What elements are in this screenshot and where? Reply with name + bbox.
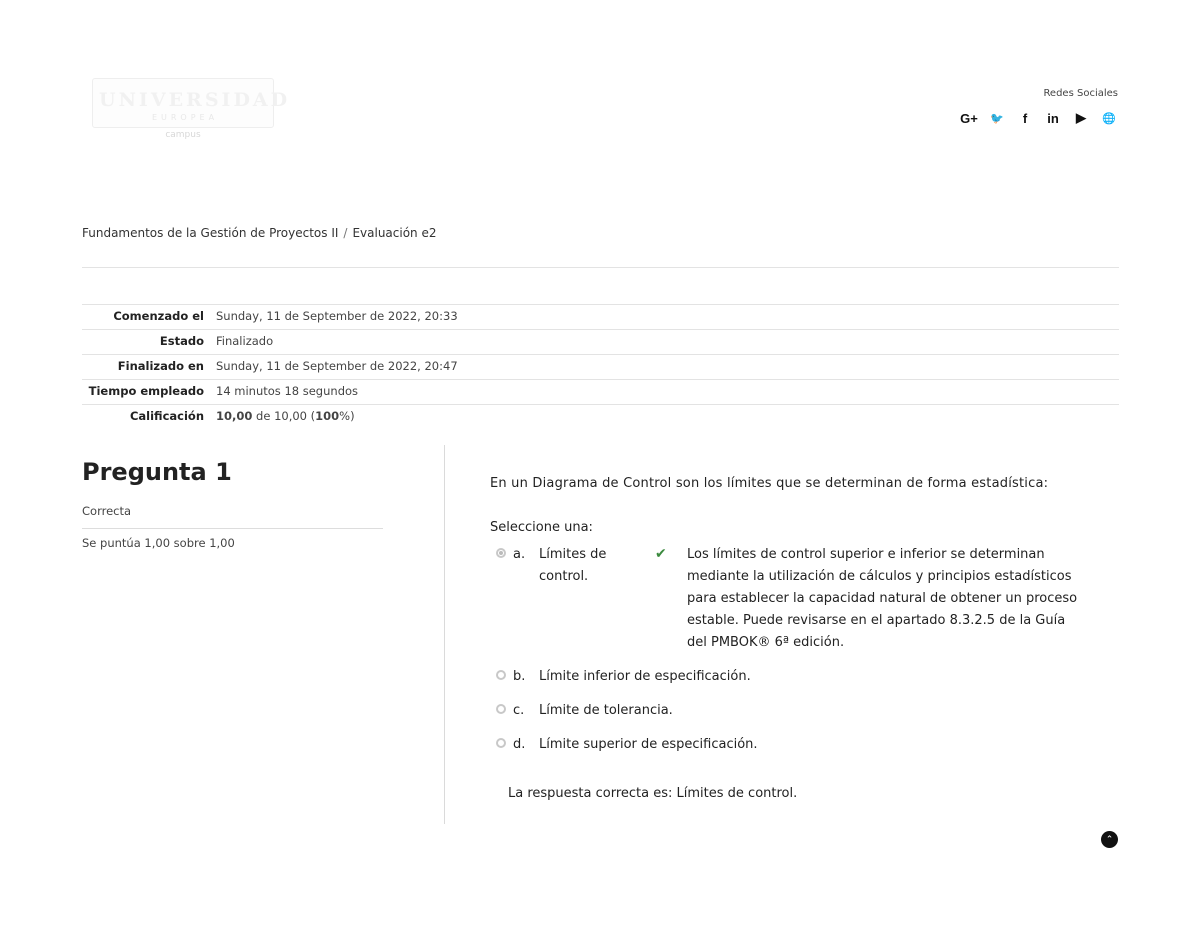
breadcrumb xyxy=(82,226,437,240)
time-value: 14 minutos 18 segundos xyxy=(216,384,359,398)
time-label: Tiempo empleado xyxy=(88,384,204,398)
grade-value xyxy=(210,405,1119,430)
answer-letter: c. xyxy=(513,703,525,718)
question-info xyxy=(82,458,383,550)
started-value: Sunday, 11 de September de 2022, 20:33 xyxy=(216,309,458,323)
answer-option-b[interactable] xyxy=(496,666,1096,688)
answer-feedback: Los límites de control superior e inferior se determinan mediante la utilización de cálculos y principios estadísticos para establecer la capacidad natural de obtener un proceso estable. Puede revisarse en el apartado 8.3.2.5 de la Guía del PMBOK® 6ª edición. xyxy=(687,547,1078,650)
summary-row-time xyxy=(82,380,1119,405)
grade-percent: 100 xyxy=(315,409,340,423)
logo-tagline: campus xyxy=(165,130,201,140)
question-grade: Se puntúa 1,00 sobre 1,00 xyxy=(82,536,235,550)
answer-option-a[interactable] xyxy=(496,544,1096,654)
linkedin-icon[interactable]: in xyxy=(1047,110,1059,126)
grade-text: de 10,00 ( xyxy=(256,409,316,423)
answer-label: Límite superior de especificación. xyxy=(539,737,758,752)
breadcrumb-separator: / xyxy=(343,226,348,240)
social-title: Redes Sociales xyxy=(1043,88,1118,99)
breadcrumb-page-link[interactable]: Evaluación e2 xyxy=(352,226,437,240)
content-divider xyxy=(444,445,445,824)
youtube-icon[interactable]: ▶ xyxy=(1076,110,1086,125)
logo-frame xyxy=(92,78,291,128)
question-text: En un Diagrama de Control son los límites que se determinan de forma estadística: xyxy=(490,476,1049,491)
social-icons xyxy=(960,109,1118,127)
answer-label: Límite inferior de especificación. xyxy=(539,669,751,684)
scroll-top-icon[interactable]: ⌃ xyxy=(1101,831,1118,848)
finished-label: Finalizado en xyxy=(117,359,204,373)
radio-selected[interactable] xyxy=(496,548,506,558)
answer-label: Límites de control. xyxy=(539,547,607,584)
summary-row-started xyxy=(82,305,1119,330)
answer-letter: d. xyxy=(513,737,526,752)
twitter-icon[interactable]: 🐦 xyxy=(990,112,1004,125)
summary-row-grade xyxy=(82,405,1119,430)
answer-letter: b. xyxy=(513,669,526,684)
radio-unselected[interactable] xyxy=(496,670,506,680)
answer-letter: a. xyxy=(513,547,526,562)
grade-label: Calificación xyxy=(129,409,204,423)
question-title: Pregunta 1 xyxy=(82,458,232,486)
answer-list xyxy=(496,544,1096,768)
correct-check-icon: ✔ xyxy=(655,546,667,562)
radio-unselected[interactable] xyxy=(496,704,506,714)
grade-score: 10,00 xyxy=(216,409,253,423)
started-label: Comenzado el xyxy=(113,309,204,323)
breadcrumb-course-link[interactable]: Fundamentos de la Gestión de Proyectos II xyxy=(82,226,339,240)
grade-end: %) xyxy=(339,409,355,423)
correct-answer-text: La respuesta correcta es: Límites de control. xyxy=(508,786,798,801)
logo-subtitle: EUROPEA xyxy=(151,113,219,122)
summary-row-finished xyxy=(82,355,1119,380)
divider xyxy=(82,267,1119,268)
state-label: Estado xyxy=(159,334,204,348)
answer-option-c[interactable] xyxy=(496,700,1096,722)
university-logo[interactable] xyxy=(90,76,291,146)
state-value: Finalizado xyxy=(216,334,274,348)
google-plus-icon[interactable]: G+ xyxy=(960,110,978,126)
quiz-summary-table xyxy=(82,304,1119,429)
radio-unselected[interactable] xyxy=(496,738,506,748)
finished-value: Sunday, 11 de September de 2022, 20:47 xyxy=(216,359,458,373)
globe-icon[interactable]: 🌐 xyxy=(1102,112,1116,125)
answer-prompt: Seleccione una: xyxy=(490,520,593,535)
answer-label: Límite de tolerancia. xyxy=(539,703,673,718)
answer-option-d[interactable] xyxy=(496,734,1096,756)
question-state: Correcta xyxy=(82,504,383,529)
facebook-icon[interactable]: f xyxy=(1022,110,1028,126)
summary-row-state xyxy=(82,330,1119,355)
logo-text: UNIVERSIDAD xyxy=(99,89,291,111)
